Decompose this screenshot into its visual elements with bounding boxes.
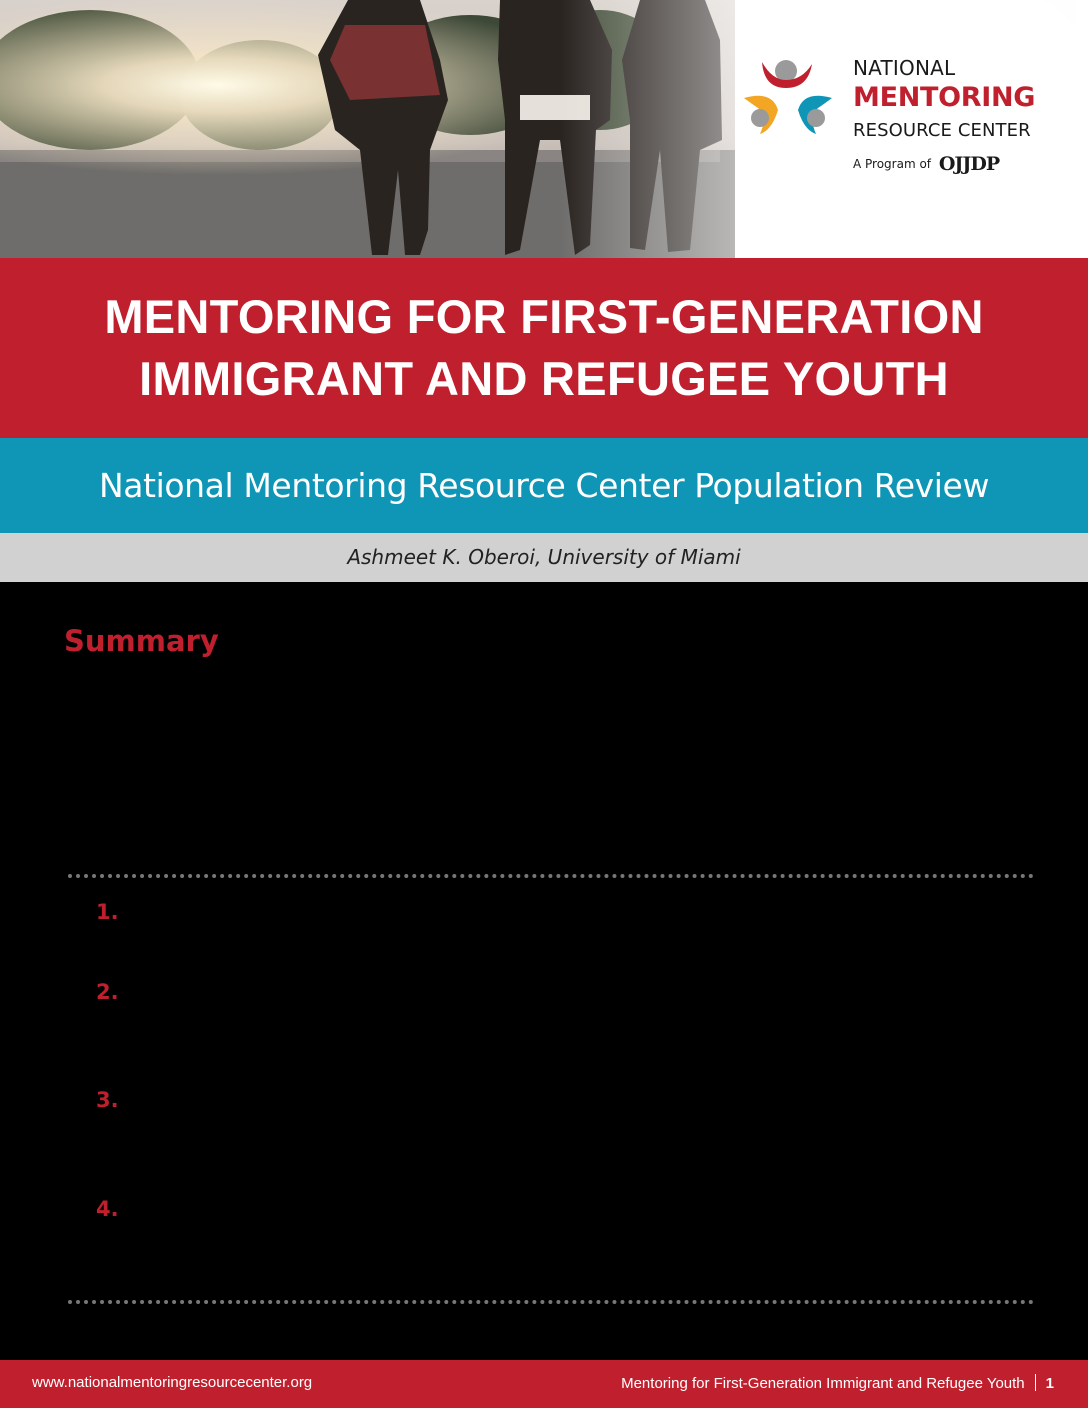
org-name-national: NATIONAL [853, 56, 956, 80]
footer-right [621, 1374, 1054, 1392]
title-band [0, 258, 1088, 438]
title-line-1: MENTORING FOR FIRST-GENERATION [104, 290, 984, 343]
summary-item-number-2: 2. [96, 980, 119, 1004]
author-line: Ashmeet K. Oberoi, University of Miami [347, 545, 741, 569]
ojjdp-logo: OJJDP [938, 153, 1000, 175]
subtitle-band [0, 438, 1088, 533]
page-number: 1 [1045, 1375, 1054, 1392]
document-subtitle: National Mentoring Resource Center Population Review [98, 466, 990, 505]
divider-top [68, 874, 1034, 878]
org-name-resource-center: RESOURCE CENTER [853, 120, 1031, 141]
hero-photo [0, 0, 1088, 258]
title-line-2: IMMIGRANT AND REFUGEE YOUTH [139, 352, 949, 405]
document-title [0, 258, 1088, 410]
divider-bottom [68, 1300, 1034, 1304]
org-name-mentoring: MENTORING [853, 82, 1036, 113]
footer-separator [1035, 1374, 1036, 1391]
program-credit [853, 153, 999, 175]
footer-url-link[interactable]: www.nationalmentoringresourcecenter.org [32, 1374, 313, 1391]
footer [0, 1360, 1088, 1408]
program-prefix: A Program of [853, 157, 932, 171]
summary-heading: Summary [64, 624, 219, 658]
summary-item-number-1: 1. [96, 900, 119, 924]
author-band [0, 533, 1088, 582]
nmrc-logo-icon [742, 58, 834, 142]
summary-item-number-3: 3. [96, 1088, 119, 1112]
summary-item-number-4: 4. [96, 1197, 119, 1221]
footer-doc-title: Mentoring for First-Generation Immigrant and Refugee Youth [621, 1375, 1025, 1392]
